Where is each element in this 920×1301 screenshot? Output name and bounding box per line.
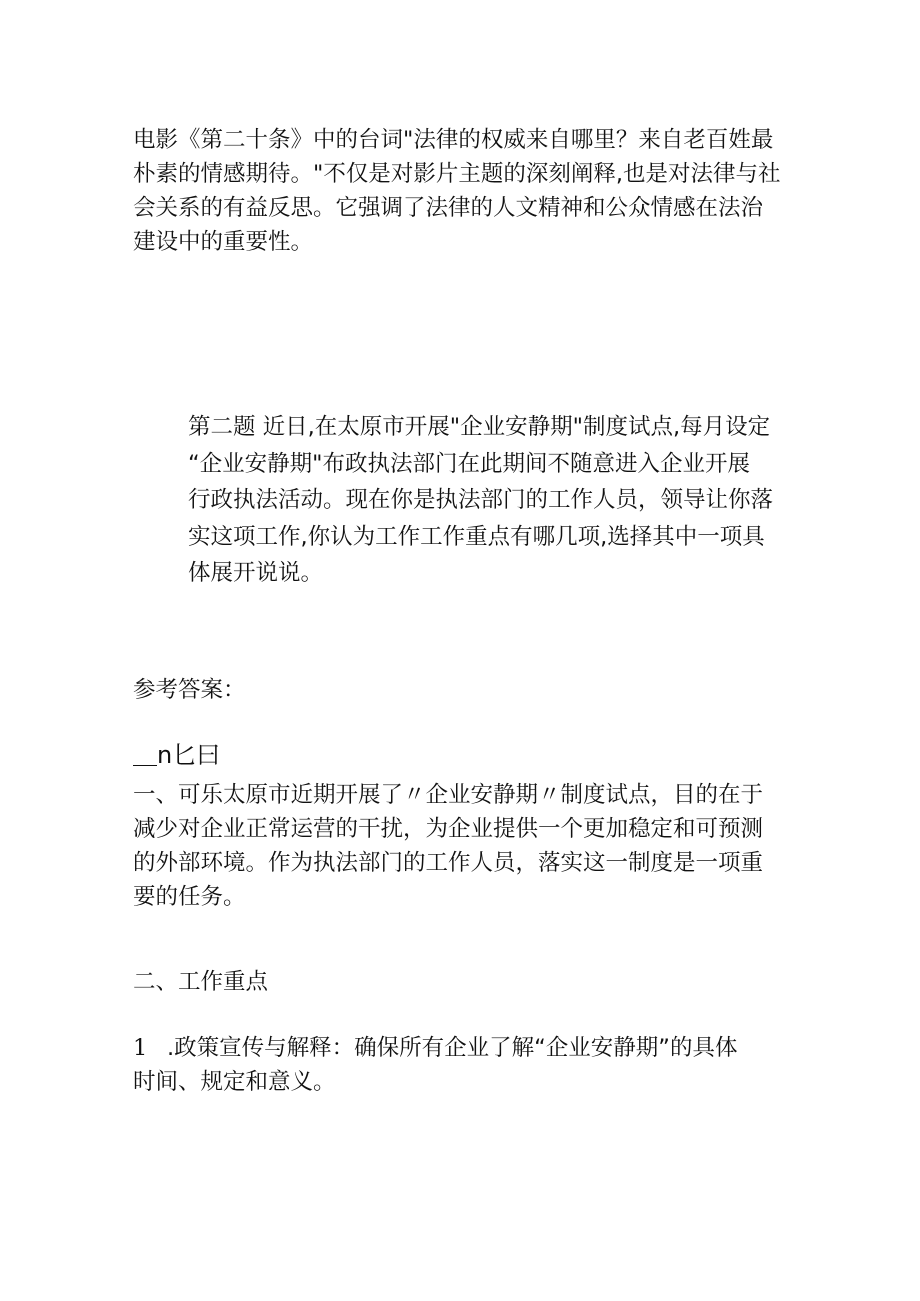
answer-label: 参考答案： — [133, 677, 246, 703]
section-one-line: 的外部环境。作为执法部门的工作人员，落实这一制度是一项重 — [133, 850, 764, 876]
section-marker: ＿n匕曰 — [133, 741, 221, 769]
question-line: 实这项工作,你认为工作工作重点有哪几项,选择其中一项具 — [188, 523, 765, 550]
list-item-number: 1 — [133, 1035, 148, 1061]
intro-line: 朴素的情感期待。"不仅是对影片主题的深刻阐释,也是对法律与社 — [133, 161, 781, 187]
question-paragraph — [188, 409, 773, 592]
question-line: 体展开说说。 — [188, 560, 324, 586]
section-one-line: 要的任务。 — [133, 884, 246, 910]
question-line: 行政执法活动。现在你是执法部门的工作人员，领导让你落 — [188, 487, 774, 513]
section-two-heading: 二、工作重点 — [133, 969, 269, 995]
list-item-line: 时间、规定和意义。 — [133, 1069, 336, 1095]
section-one-paragraph — [133, 778, 763, 914]
list-item-text: .政策宣传与解释：确保所有企业了解“企业安静期”的具体 — [167, 1035, 738, 1061]
question-line: 第二题 近日,在太原市开展"企业安静期"制度试点,每月设定 — [188, 414, 771, 440]
section-one-line: 减少对企业正常运营的干扰，为企业提供一个更加稳定和可预测 — [133, 816, 764, 842]
intro-paragraph — [133, 123, 781, 259]
intro-line: 建设中的重要性。 — [133, 229, 314, 255]
intro-line: 会关系的有益反思。它强调了法律的人文精神和公众情感在法治 — [133, 195, 764, 221]
question-line: “企业安静期"布政执法部门在此期间不随意进入企业开展 — [188, 450, 751, 477]
intro-line: 电影《第二十条》中的台词"法律的权威来自哪里？来自老百姓最 — [133, 127, 774, 153]
list-item-line — [133, 1031, 737, 1065]
section-one-line: 一、可乐太原市近期开展了〃企业安静期〃制度试点，目的在于 — [133, 782, 764, 808]
list-item — [133, 1031, 737, 1099]
